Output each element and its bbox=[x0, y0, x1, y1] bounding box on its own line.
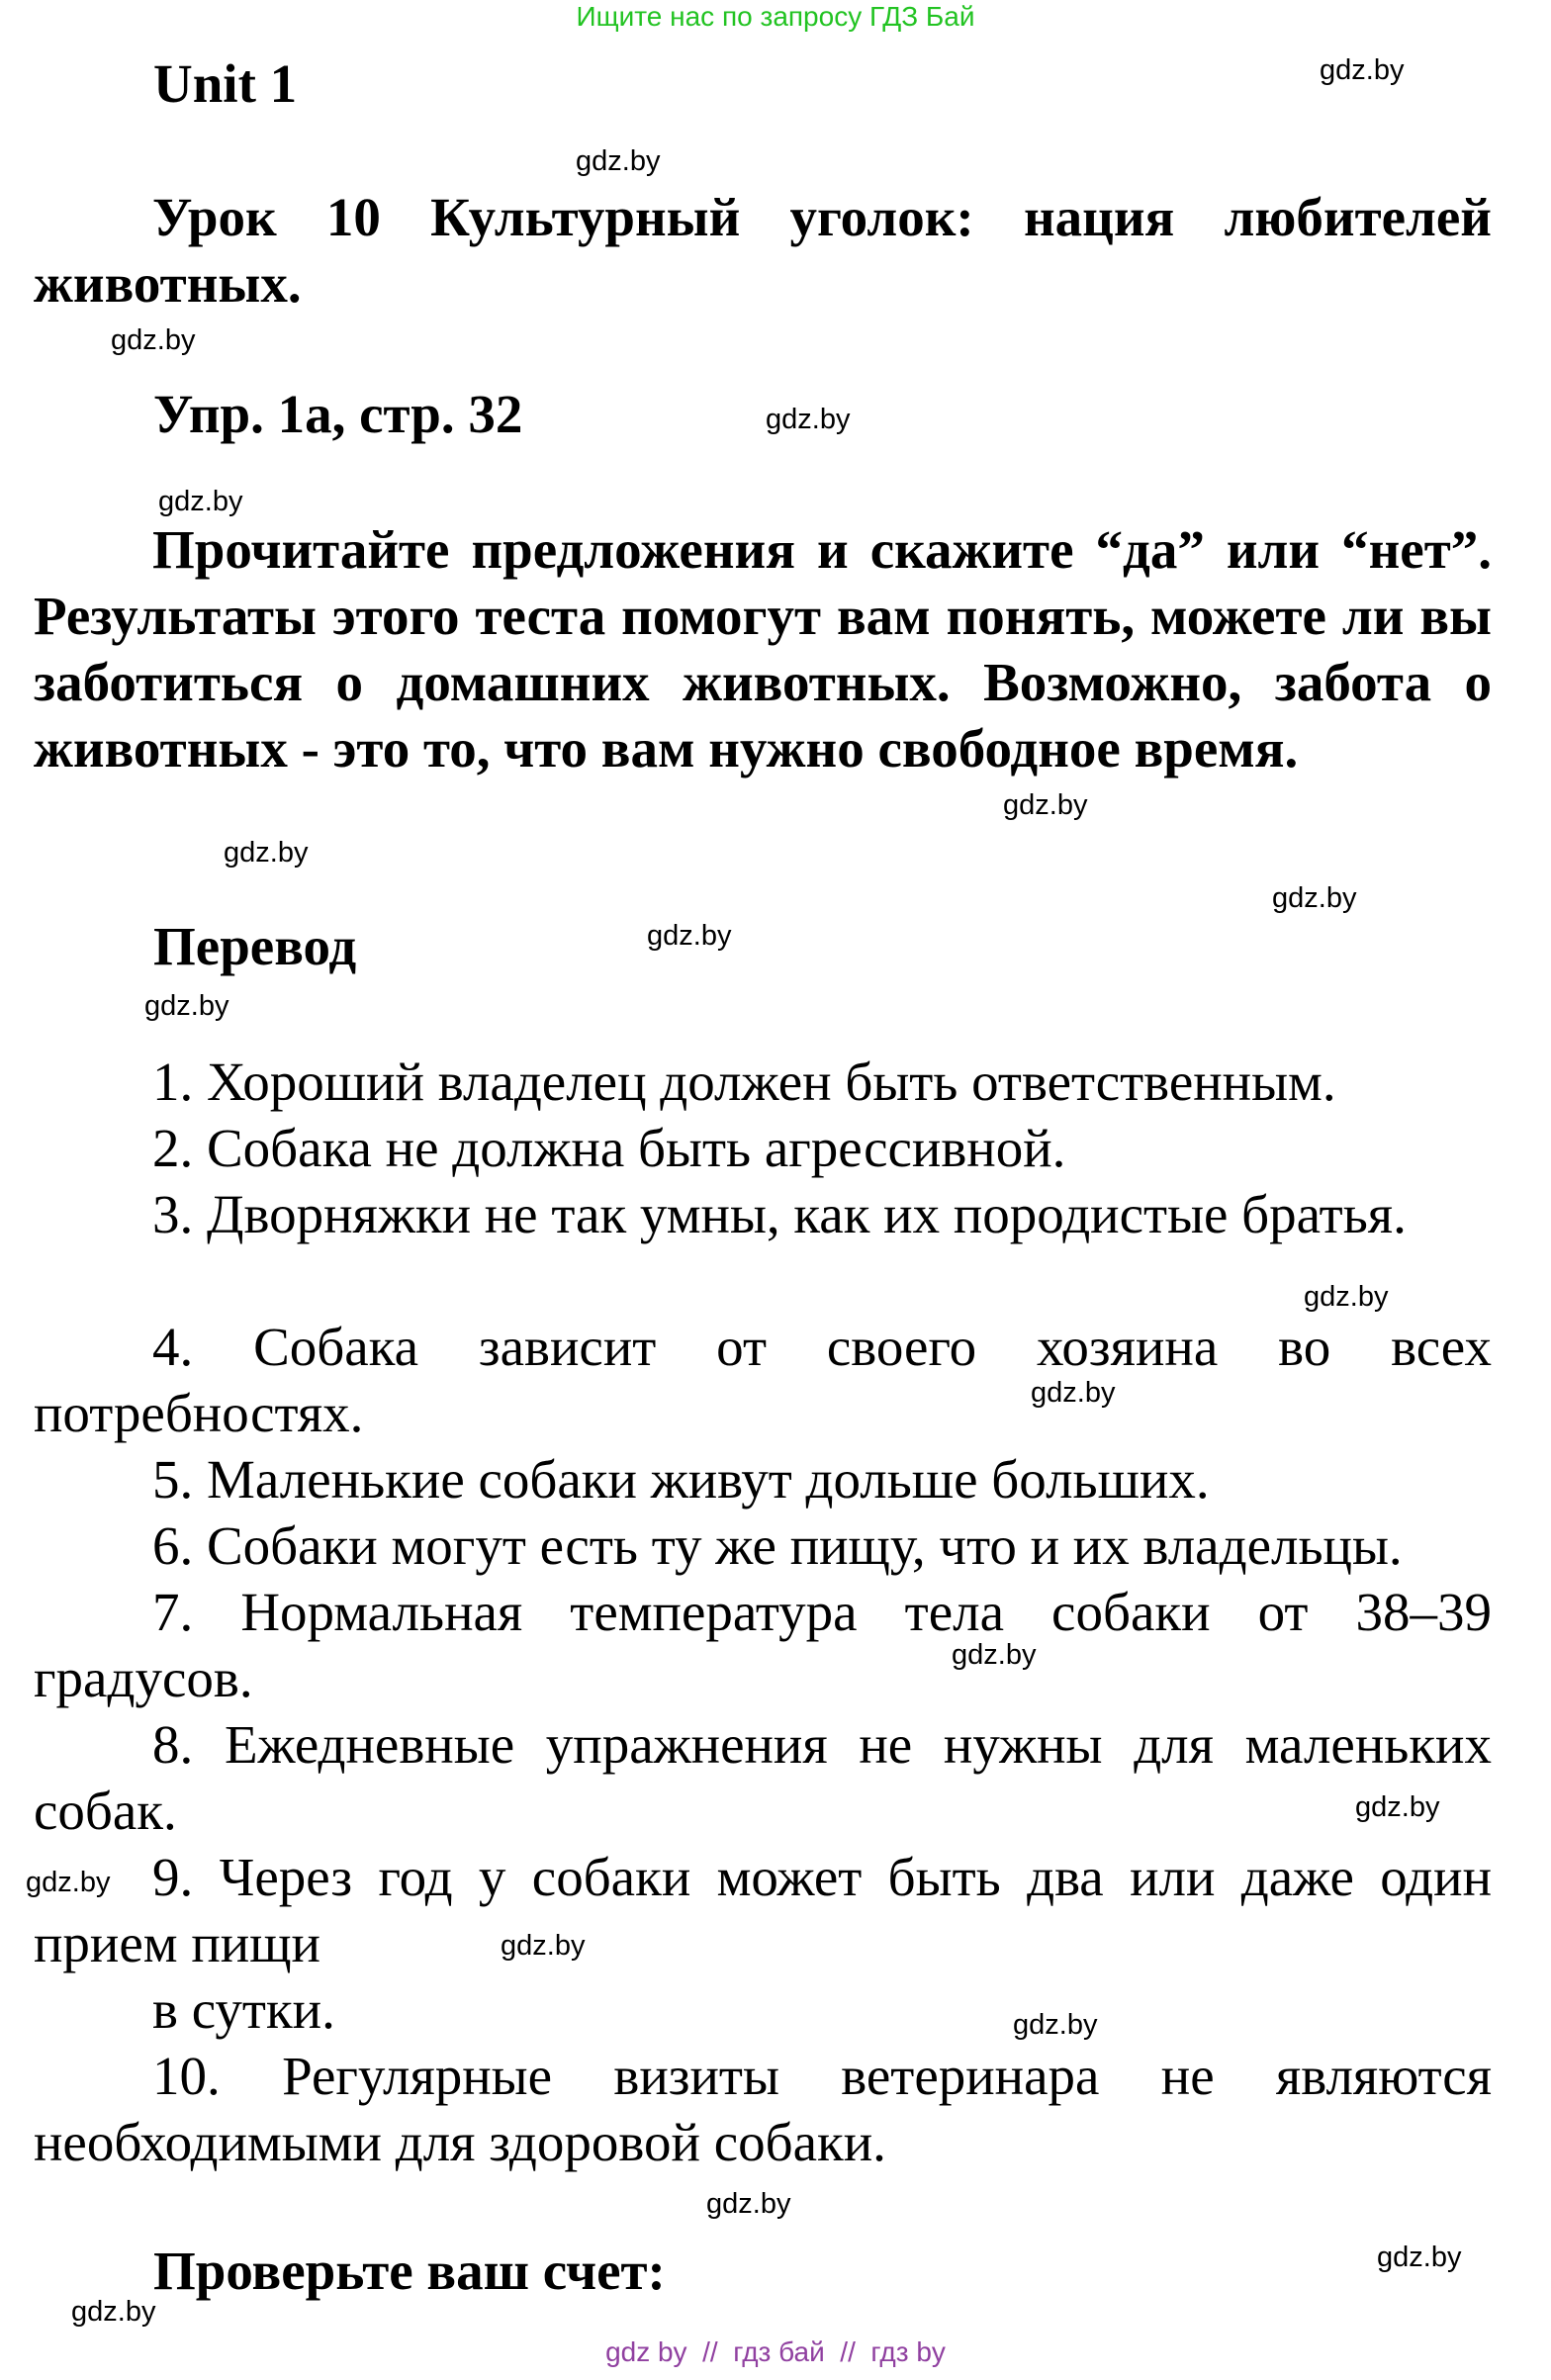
instruction-text: Прочитайте предложения и скажите “да” или “нет”. Результаты этого теста помогут вам понять, можете ли вы заботиться о домашних животных. Возможно, забота о животных - это то, что вам нужно свободное время. bbox=[34, 519, 1492, 778]
watermark: gdz.by bbox=[576, 145, 661, 177]
watermark: gdz.by bbox=[158, 486, 243, 517]
list-item: 6. Собаки могут есть ту же пищу, что и их владельцы. bbox=[152, 1515, 1403, 1576]
watermark: gdz.by bbox=[1377, 2242, 1462, 2273]
watermark: gdz.by bbox=[111, 324, 196, 356]
watermark: gdz.by bbox=[1003, 789, 1088, 821]
watermark: gdz.by bbox=[1304, 1281, 1389, 1313]
list-item: 7. Нормальная температура тела собаки от 38–39 градусов. bbox=[34, 1582, 1492, 1708]
list-item: 5. Маленькие собаки живут дольше больших. bbox=[152, 1449, 1210, 1510]
watermark: gdz.by bbox=[1355, 1791, 1440, 1823]
watermark: gdz.by bbox=[647, 920, 732, 952]
list-item: 8. Ежедневные упражнения не нужны для маленьких собак. bbox=[34, 1714, 1492, 1841]
watermark: gdz.by bbox=[1013, 2009, 1098, 2041]
list-item: 2. Собака не должна быть агрессивной. bbox=[152, 1118, 1066, 1178]
watermark: gdz.by bbox=[71, 2296, 156, 2328]
unit-heading: Unit 1 bbox=[153, 53, 298, 114]
top-banner[interactable]: Ищите нас по запросу ГДЗ Бай bbox=[576, 1, 975, 32]
watermark: gdz.by bbox=[706, 2188, 791, 2220]
list-item: 9. Через год у собаки может быть два или даже один прием пищи bbox=[34, 1847, 1492, 1973]
lesson-title-text: Урок 10 Культурный уголок: нация любителей животных. bbox=[34, 187, 1492, 314]
watermark: gdz.by bbox=[766, 404, 851, 435]
lesson-title bbox=[34, 184, 1492, 317]
watermark: gdz.by bbox=[952, 1639, 1037, 1671]
watermark: gdz.by bbox=[1031, 1377, 1116, 1409]
list-item: 1. Хороший владелец должен быть ответственным. bbox=[152, 1052, 1336, 1112]
watermark: gdz.by bbox=[1272, 882, 1357, 914]
score-heading: Проверьте ваш счет: bbox=[153, 2241, 666, 2301]
watermark: gdz.by bbox=[26, 1867, 111, 1898]
list-item: 3. Дворняжки не так умны, как их породистые братья. bbox=[152, 1184, 1407, 1244]
watermark: gdz.by bbox=[501, 1930, 586, 1962]
watermark: gdz.by bbox=[1320, 54, 1405, 86]
list-item: в сутки. bbox=[152, 1979, 335, 2040]
list-item: 10. Регулярные визиты ветеринара не являются необходимыми для здоровой собаки. bbox=[34, 2046, 1492, 2172]
watermark: gdz.by bbox=[224, 837, 309, 869]
bottom-banner[interactable]: gdz by // гдз бай // гдз by bbox=[605, 2336, 946, 2367]
watermark: gdz.by bbox=[144, 990, 229, 1022]
instruction-paragraph bbox=[34, 516, 1492, 781]
translation-heading: Перевод bbox=[153, 916, 357, 976]
exercise-heading: Упр. 1а, стр. 32 bbox=[153, 384, 523, 444]
list-item: 4. Собака зависит от своего хозяина во всех потребностях. bbox=[34, 1317, 1492, 1443]
